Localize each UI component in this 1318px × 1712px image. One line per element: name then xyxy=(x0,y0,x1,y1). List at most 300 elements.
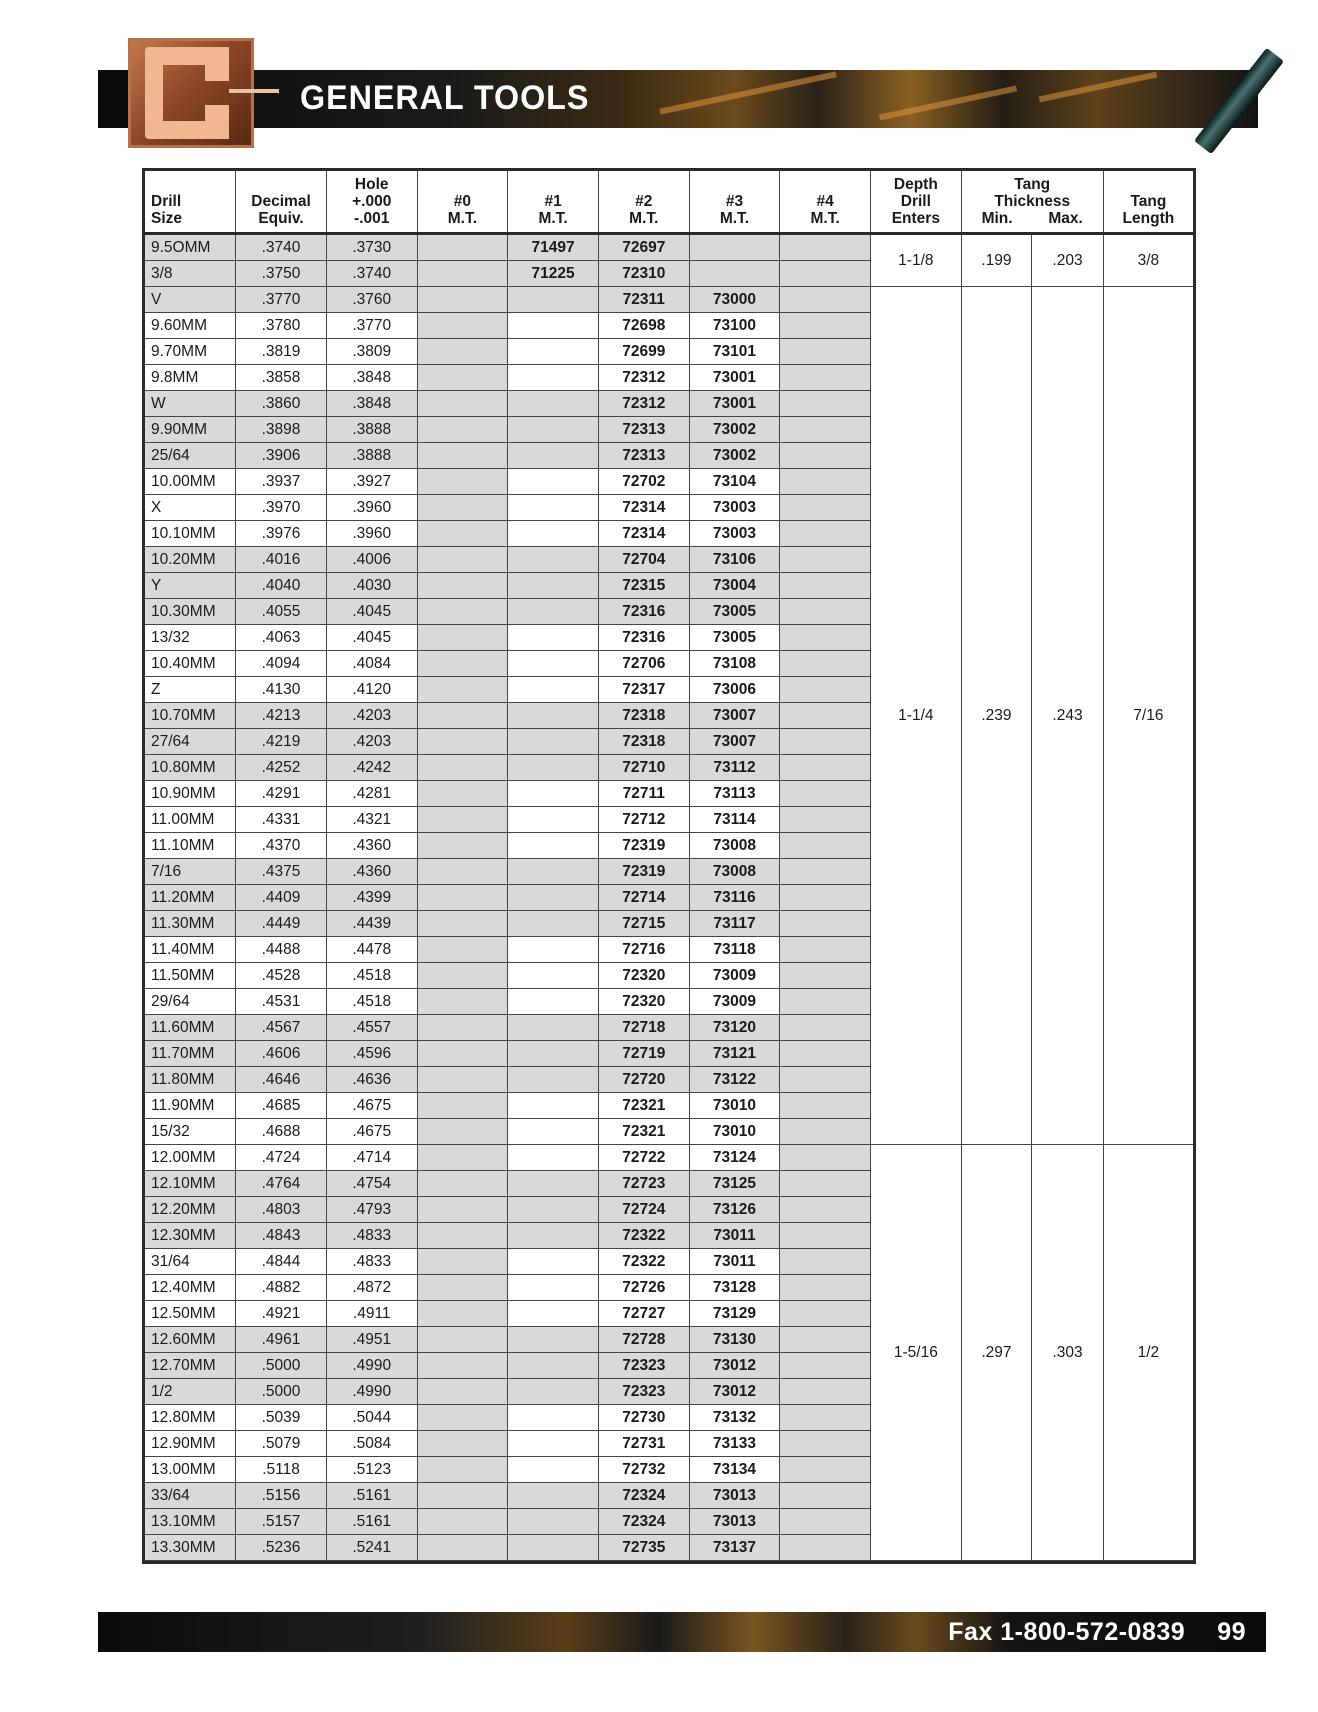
cell-mt0 xyxy=(417,547,508,573)
cell-decimal: .4331 xyxy=(236,807,327,833)
cell-mt2: 72317 xyxy=(598,677,689,703)
cell-hole: .3809 xyxy=(326,339,417,365)
cell-drill-size: 1/2 xyxy=(145,1379,236,1405)
cell-mt2: 72735 xyxy=(598,1535,689,1561)
cell-hole: .3960 xyxy=(326,495,417,521)
cell-mt1 xyxy=(508,495,599,521)
cell-mt0 xyxy=(417,1509,508,1535)
cell-hole: .4833 xyxy=(326,1223,417,1249)
cell-mt3: 73108 xyxy=(689,651,780,677)
cell-mt0 xyxy=(417,1067,508,1093)
cell-tang-max: .203 xyxy=(1032,234,1104,287)
cell-mt4 xyxy=(780,365,871,391)
cell-hole: .4833 xyxy=(326,1249,417,1275)
cell-mt3: 73011 xyxy=(689,1249,780,1275)
cell-drill-size: 11.90MM xyxy=(145,1093,236,1119)
cell-mt4 xyxy=(780,234,871,261)
cell-drill-size: 11.00MM xyxy=(145,807,236,833)
cell-mt2: 72310 xyxy=(598,261,689,287)
cell-mt2: 72730 xyxy=(598,1405,689,1431)
cell-mt4 xyxy=(780,417,871,443)
cell-mt4 xyxy=(780,885,871,911)
cell-drill-size: 9.5OMM xyxy=(145,234,236,261)
cell-mt0 xyxy=(417,1379,508,1405)
cell-mt2: 72316 xyxy=(598,625,689,651)
cell-drill-size: 10.80MM xyxy=(145,755,236,781)
cell-decimal: .4688 xyxy=(236,1119,327,1145)
brand-logo xyxy=(128,38,254,148)
cell-mt4 xyxy=(780,1327,871,1353)
cell-mt2: 72323 xyxy=(598,1379,689,1405)
cell-decimal: .4409 xyxy=(236,885,327,911)
cell-decimal: .4882 xyxy=(236,1275,327,1301)
cell-tang-min: .297 xyxy=(961,1145,1032,1561)
cell-tang-min: .199 xyxy=(961,234,1032,287)
cell-mt3: 73116 xyxy=(689,885,780,911)
cell-mt2: 72724 xyxy=(598,1197,689,1223)
cell-decimal: .5000 xyxy=(236,1379,327,1405)
cell-mt1 xyxy=(508,859,599,885)
cell-mt4 xyxy=(780,1093,871,1119)
cell-drill-size: 31/64 xyxy=(145,1249,236,1275)
cell-drill-size: 10.10MM xyxy=(145,521,236,547)
cell-mt1 xyxy=(508,989,599,1015)
cell-hole: .4045 xyxy=(326,625,417,651)
cell-mt4 xyxy=(780,625,871,651)
cell-hole: .3960 xyxy=(326,521,417,547)
cell-mt0 xyxy=(417,443,508,469)
cell-decimal: .4063 xyxy=(236,625,327,651)
cell-mt1 xyxy=(508,807,599,833)
cell-decimal: .4219 xyxy=(236,729,327,755)
cell-mt2: 72727 xyxy=(598,1301,689,1327)
cell-hole: .4045 xyxy=(326,599,417,625)
cell-mt0 xyxy=(417,1457,508,1483)
table-row xyxy=(145,234,1193,261)
cell-hole: .4120 xyxy=(326,677,417,703)
cell-mt1 xyxy=(508,1301,599,1327)
col-header-decimal: Decimal Equiv. xyxy=(236,171,327,234)
cell-mt3: 73000 xyxy=(689,287,780,313)
cell-mt0 xyxy=(417,1223,508,1249)
cell-mt0 xyxy=(417,937,508,963)
cell-mt4 xyxy=(780,1379,871,1405)
col-header-tang-min: Min. xyxy=(981,210,1013,227)
cell-mt0 xyxy=(417,1119,508,1145)
cell-mt4 xyxy=(780,1353,871,1379)
cell-mt0 xyxy=(417,521,508,547)
cell-decimal: .3770 xyxy=(236,287,327,313)
cell-drill-size: 11.60MM xyxy=(145,1015,236,1041)
cell-hole: .3888 xyxy=(326,417,417,443)
cell-mt0 xyxy=(417,989,508,1015)
cell-tang-max: .243 xyxy=(1032,287,1104,1145)
cell-mt1 xyxy=(508,521,599,547)
cell-drill-size: 9.8MM xyxy=(145,365,236,391)
cell-decimal: .4764 xyxy=(236,1171,327,1197)
cell-drill-size: 13/32 xyxy=(145,625,236,651)
cell-hole: .3740 xyxy=(326,261,417,287)
cell-mt2: 72715 xyxy=(598,911,689,937)
cell-mt1 xyxy=(508,1275,599,1301)
cell-mt1: 71497 xyxy=(508,234,599,261)
cell-mt4 xyxy=(780,859,871,885)
cell-mt4 xyxy=(780,599,871,625)
cell-mt4 xyxy=(780,495,871,521)
cell-decimal: .3750 xyxy=(236,261,327,287)
col-header-tang-length: Tang Length xyxy=(1103,171,1193,234)
cell-mt3: 73010 xyxy=(689,1093,780,1119)
cell-mt0 xyxy=(417,1171,508,1197)
cell-mt1 xyxy=(508,1379,599,1405)
cell-mt4 xyxy=(780,677,871,703)
cell-tang-length: 7/16 xyxy=(1103,287,1193,1145)
cell-mt3: 73120 xyxy=(689,1015,780,1041)
cell-mt3: 73134 xyxy=(689,1457,780,1483)
cell-depth: 1-1/8 xyxy=(871,234,962,287)
cell-hole: .4203 xyxy=(326,703,417,729)
cell-hole: .5084 xyxy=(326,1431,417,1457)
cell-hole: .4911 xyxy=(326,1301,417,1327)
cell-decimal: .4646 xyxy=(236,1067,327,1093)
cell-mt2: 72698 xyxy=(598,313,689,339)
cell-mt2: 72706 xyxy=(598,651,689,677)
cell-decimal: .5236 xyxy=(236,1535,327,1561)
cell-mt3: 73104 xyxy=(689,469,780,495)
cell-decimal: .4449 xyxy=(236,911,327,937)
cell-mt4 xyxy=(780,547,871,573)
cell-decimal: .3860 xyxy=(236,391,327,417)
footer-contact xyxy=(948,1612,1246,1652)
cell-mt0 xyxy=(417,703,508,729)
cell-mt1 xyxy=(508,1041,599,1067)
cell-mt3: 73004 xyxy=(689,573,780,599)
cell-mt3: 73007 xyxy=(689,729,780,755)
cell-mt1 xyxy=(508,1353,599,1379)
cell-mt3: 73006 xyxy=(689,677,780,703)
cell-mt3: 73125 xyxy=(689,1171,780,1197)
cell-decimal: .3976 xyxy=(236,521,327,547)
cell-hole: .4006 xyxy=(326,547,417,573)
cell-drill-size: 12.50MM xyxy=(145,1301,236,1327)
cell-mt4 xyxy=(780,1535,871,1561)
cell-mt4 xyxy=(780,1405,871,1431)
cell-mt4 xyxy=(780,703,871,729)
cell-decimal: .4803 xyxy=(236,1197,327,1223)
cell-mt4 xyxy=(780,287,871,313)
cell-mt1 xyxy=(508,677,599,703)
cell-mt3: 73012 xyxy=(689,1353,780,1379)
cell-mt0 xyxy=(417,1405,508,1431)
cell-drill-size: 9.90MM xyxy=(145,417,236,443)
fax-number: Fax 1-800-572-0839 xyxy=(948,1618,1186,1646)
cell-mt2: 72319 xyxy=(598,833,689,859)
cell-mt4 xyxy=(780,573,871,599)
cell-mt1 xyxy=(508,1015,599,1041)
cell-drill-size: 10.70MM xyxy=(145,703,236,729)
cell-mt2: 72323 xyxy=(598,1353,689,1379)
cell-mt0 xyxy=(417,729,508,755)
cell-mt0 xyxy=(417,781,508,807)
cell-mt2: 72726 xyxy=(598,1275,689,1301)
cell-hole: .5161 xyxy=(326,1509,417,1535)
cell-drill-size: 11.30MM xyxy=(145,911,236,937)
cell-tang-length: 3/8 xyxy=(1103,234,1193,287)
cell-drill-size: 11.70MM xyxy=(145,1041,236,1067)
cell-mt2: 72313 xyxy=(598,417,689,443)
cell-mt1 xyxy=(508,547,599,573)
cell-mt2: 72314 xyxy=(598,495,689,521)
cell-drill-size: 3/8 xyxy=(145,261,236,287)
cell-mt2: 72312 xyxy=(598,391,689,417)
cell-decimal: .3898 xyxy=(236,417,327,443)
cell-drill-size: Z xyxy=(145,677,236,703)
cell-drill-size: 12.80MM xyxy=(145,1405,236,1431)
cell-mt4 xyxy=(780,1483,871,1509)
cell-decimal: .4606 xyxy=(236,1041,327,1067)
cell-mt0 xyxy=(417,755,508,781)
cell-hole: .4675 xyxy=(326,1093,417,1119)
cell-mt0 xyxy=(417,495,508,521)
cell-drill-size: X xyxy=(145,495,236,521)
cell-mt2: 72315 xyxy=(598,573,689,599)
cell-hole: .4557 xyxy=(326,1015,417,1041)
cell-drill-size: 12.20MM xyxy=(145,1197,236,1223)
cell-mt4 xyxy=(780,1223,871,1249)
cell-decimal: .3780 xyxy=(236,313,327,339)
cell-mt2: 72702 xyxy=(598,469,689,495)
cell-mt3: 73122 xyxy=(689,1067,780,1093)
cell-mt3 xyxy=(689,234,780,261)
cell-mt0 xyxy=(417,234,508,261)
cell-mt1 xyxy=(508,729,599,755)
col-header-mt1: #1 M.T. xyxy=(508,171,599,234)
table-row xyxy=(145,1145,1193,1171)
cell-hole: .5044 xyxy=(326,1405,417,1431)
cell-mt2: 72697 xyxy=(598,234,689,261)
cell-decimal: .4685 xyxy=(236,1093,327,1119)
cell-mt1 xyxy=(508,573,599,599)
cell-mt4 xyxy=(780,1509,871,1535)
cell-mt0 xyxy=(417,911,508,937)
cell-hole: .4872 xyxy=(326,1275,417,1301)
cell-hole: .4596 xyxy=(326,1041,417,1067)
cell-drill-size: 25/64 xyxy=(145,443,236,469)
cell-mt0 xyxy=(417,1015,508,1041)
cell-mt0 xyxy=(417,651,508,677)
cell-drill-size: 11.80MM xyxy=(145,1067,236,1093)
cell-mt1 xyxy=(508,703,599,729)
cell-mt2: 72321 xyxy=(598,1119,689,1145)
cell-hole: .4321 xyxy=(326,807,417,833)
cell-mt2: 72324 xyxy=(598,1509,689,1535)
cell-mt0 xyxy=(417,625,508,651)
cell-decimal: .4016 xyxy=(236,547,327,573)
cell-mt0 xyxy=(417,963,508,989)
cell-mt1 xyxy=(508,937,599,963)
cell-hole: .3770 xyxy=(326,313,417,339)
cell-decimal: .3740 xyxy=(236,234,327,261)
cell-mt3: 73008 xyxy=(689,859,780,885)
cell-mt1 xyxy=(508,1171,599,1197)
cell-mt4 xyxy=(780,833,871,859)
cell-drill-size: 29/64 xyxy=(145,989,236,1015)
cell-mt4 xyxy=(780,755,871,781)
cell-hole: .4360 xyxy=(326,859,417,885)
cell-decimal: .4921 xyxy=(236,1301,327,1327)
cell-mt3: 73001 xyxy=(689,365,780,391)
cell-mt3: 73013 xyxy=(689,1483,780,1509)
cell-mt2: 72322 xyxy=(598,1249,689,1275)
cell-hole: .3927 xyxy=(326,469,417,495)
cell-drill-size: 12.30MM xyxy=(145,1223,236,1249)
cell-mt3: 73137 xyxy=(689,1535,780,1561)
cell-mt3: 73011 xyxy=(689,1223,780,1249)
cell-mt0 xyxy=(417,1249,508,1275)
cell-mt0 xyxy=(417,573,508,599)
cell-decimal: .4843 xyxy=(236,1223,327,1249)
cell-hole: .5123 xyxy=(326,1457,417,1483)
cell-drill-size: 12.10MM xyxy=(145,1171,236,1197)
cell-decimal: .5156 xyxy=(236,1483,327,1509)
cell-mt4 xyxy=(780,729,871,755)
cell-mt0 xyxy=(417,261,508,287)
cell-mt0 xyxy=(417,417,508,443)
cell-hole: .4360 xyxy=(326,833,417,859)
cell-mt3: 73133 xyxy=(689,1431,780,1457)
cell-mt4 xyxy=(780,651,871,677)
cell-mt2: 72723 xyxy=(598,1171,689,1197)
cell-hole: .4636 xyxy=(326,1067,417,1093)
cell-mt4 xyxy=(780,443,871,469)
cell-mt3: 73009 xyxy=(689,963,780,989)
cell-mt4 xyxy=(780,963,871,989)
cell-mt4 xyxy=(780,1119,871,1145)
cell-mt0 xyxy=(417,1483,508,1509)
cell-mt3: 73005 xyxy=(689,599,780,625)
cell-mt2: 72712 xyxy=(598,807,689,833)
cell-mt4 xyxy=(780,937,871,963)
cell-hole: .5241 xyxy=(326,1535,417,1561)
cell-hole: .4714 xyxy=(326,1145,417,1171)
page-number: 99 xyxy=(1217,1618,1246,1646)
cell-mt4 xyxy=(780,1301,871,1327)
cell-mt2: 72710 xyxy=(598,755,689,781)
cell-mt4 xyxy=(780,391,871,417)
cell-mt4 xyxy=(780,261,871,287)
cell-mt0 xyxy=(417,339,508,365)
cell-drill-size: 13.00MM xyxy=(145,1457,236,1483)
cell-mt0 xyxy=(417,1093,508,1119)
cell-mt1 xyxy=(508,339,599,365)
cell-mt4 xyxy=(780,313,871,339)
cell-hole: .4030 xyxy=(326,573,417,599)
cell-mt0 xyxy=(417,677,508,703)
cell-mt4 xyxy=(780,1275,871,1301)
cell-mt1 xyxy=(508,599,599,625)
cell-drill-size: 10.20MM xyxy=(145,547,236,573)
cell-mt1 xyxy=(508,313,599,339)
cell-mt1 xyxy=(508,1093,599,1119)
cell-mt3: 73005 xyxy=(689,625,780,651)
cell-mt4 xyxy=(780,521,871,547)
cell-mt1 xyxy=(508,391,599,417)
cell-mt3: 73008 xyxy=(689,833,780,859)
cell-mt2: 72316 xyxy=(598,599,689,625)
cell-mt0 xyxy=(417,365,508,391)
cell-depth: 1-1/4 xyxy=(871,287,962,1145)
cell-drill-size: 11.10MM xyxy=(145,833,236,859)
cell-mt2: 72711 xyxy=(598,781,689,807)
cell-decimal: .5157 xyxy=(236,1509,327,1535)
cell-decimal: .5118 xyxy=(236,1457,327,1483)
cell-mt1 xyxy=(508,885,599,911)
cell-decimal: .4488 xyxy=(236,937,327,963)
cell-decimal: .3906 xyxy=(236,443,327,469)
cell-mt1 xyxy=(508,365,599,391)
cell-mt4 xyxy=(780,469,871,495)
col-header-tang-max: Max. xyxy=(1048,210,1083,227)
cell-drill-size: 33/64 xyxy=(145,1483,236,1509)
cell-mt3: 73132 xyxy=(689,1405,780,1431)
cell-mt4 xyxy=(780,807,871,833)
cell-drill-size: 10.90MM xyxy=(145,781,236,807)
cell-hole: .4242 xyxy=(326,755,417,781)
cell-mt4 xyxy=(780,1249,871,1275)
cell-mt4 xyxy=(780,1431,871,1457)
cell-mt4 xyxy=(780,1197,871,1223)
cell-mt3: 73117 xyxy=(689,911,780,937)
cell-drill-size: 11.20MM xyxy=(145,885,236,911)
cell-mt1 xyxy=(508,1431,599,1457)
cell-drill-size: 9.70MM xyxy=(145,339,236,365)
cell-mt3: 73009 xyxy=(689,989,780,1015)
cell-drill-size: 12.40MM xyxy=(145,1275,236,1301)
cell-mt3: 73012 xyxy=(689,1379,780,1405)
cell-decimal: .4252 xyxy=(236,755,327,781)
cell-mt0 xyxy=(417,1041,508,1067)
cell-drill-size: V xyxy=(145,287,236,313)
cell-mt0 xyxy=(417,469,508,495)
cell-mt0 xyxy=(417,1327,508,1353)
cell-mt3: 73007 xyxy=(689,703,780,729)
cell-mt1 xyxy=(508,1405,599,1431)
cell-decimal: .5079 xyxy=(236,1431,327,1457)
cell-mt3: 73003 xyxy=(689,495,780,521)
cell-mt3: 73129 xyxy=(689,1301,780,1327)
cell-mt4 xyxy=(780,1015,871,1041)
cell-mt3: 73003 xyxy=(689,521,780,547)
cell-mt2: 72322 xyxy=(598,1223,689,1249)
cell-decimal: .3970 xyxy=(236,495,327,521)
cell-hole: .4990 xyxy=(326,1379,417,1405)
cell-mt1 xyxy=(508,1483,599,1509)
drill-spec-table xyxy=(142,168,1196,1564)
cell-mt0 xyxy=(417,859,508,885)
cell-mt0 xyxy=(417,1301,508,1327)
header-banner xyxy=(98,70,1258,128)
cell-drill-size: 12.70MM xyxy=(145,1353,236,1379)
cell-mt1 xyxy=(508,833,599,859)
cell-mt2: 72722 xyxy=(598,1145,689,1171)
cell-mt0 xyxy=(417,287,508,313)
cell-decimal: .3858 xyxy=(236,365,327,391)
col-header-hole: Hole +.000 -.001 xyxy=(326,171,417,234)
cell-mt1 xyxy=(508,1509,599,1535)
cell-decimal: .4844 xyxy=(236,1249,327,1275)
cell-drill-size: Y xyxy=(145,573,236,599)
cell-mt2: 72719 xyxy=(598,1041,689,1067)
